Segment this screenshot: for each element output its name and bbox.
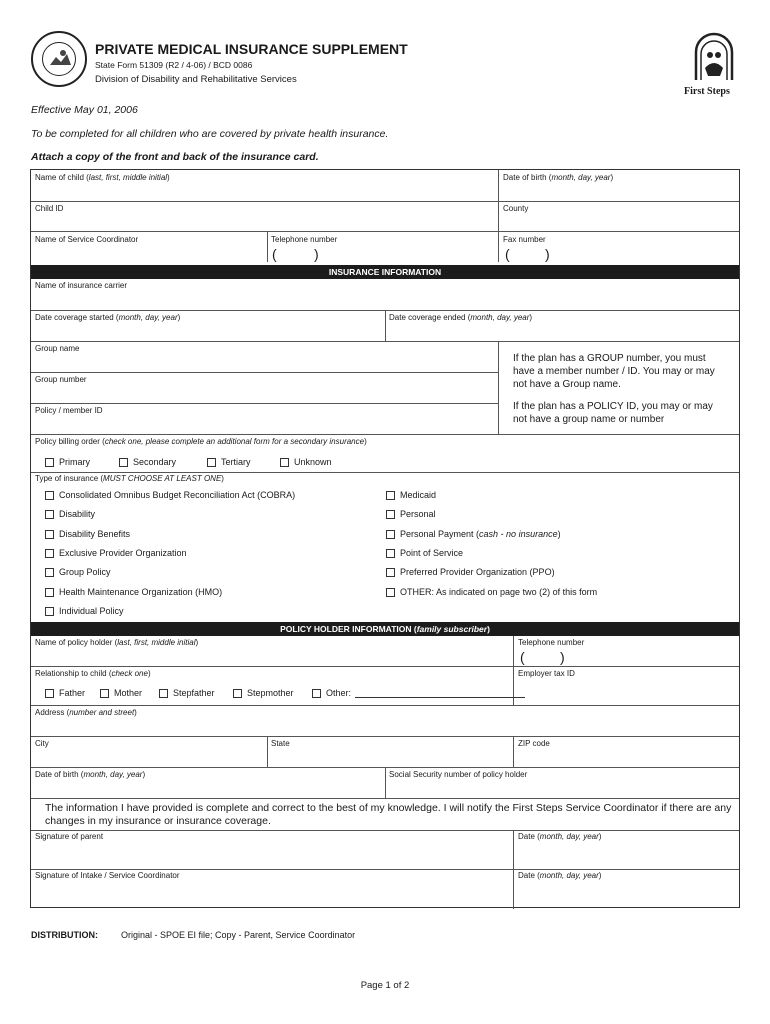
policy-id-note: If the plan has a POLICY ID, you may or may not have a group name or number [513, 401, 713, 425]
billing-primary-checkbox[interactable]: Primary [45, 457, 90, 467]
holder-phone-area-close: ) [560, 649, 565, 665]
form-box [30, 169, 740, 908]
holder-name-label: Name of policy holder (last, first, middle initial) [35, 638, 199, 647]
policy-holder-header: POLICY HOLDER INFORMATION (family subscriber) [31, 622, 739, 636]
phone-area-close: ) [314, 246, 319, 262]
type-epo-checkbox[interactable]: Exclusive Provider Organization [45, 548, 187, 558]
first-steps-logo-icon [690, 30, 738, 92]
address-label: Address (number and street) [35, 708, 137, 717]
type-ppo-checkbox[interactable]: Preferred Provider Organization (PPO) [386, 567, 555, 577]
group-name-label: Group name [35, 344, 80, 353]
relationship-label: Relationship to child (check one) [35, 669, 151, 678]
fax-area-close: ) [545, 246, 550, 262]
insurance-type-label: Type of insurance (MUST CHOOSE AT LEAST ONE) [35, 474, 224, 483]
holder-phone-area-open: ( [520, 649, 525, 665]
relationship-mother-checkbox[interactable]: Mother [100, 688, 142, 698]
coverage-end-label: Date coverage ended (month, day, year) [389, 313, 533, 322]
intake-signature-date-label: Date (month, day, year) [518, 871, 602, 880]
holder-dob-label: Date of birth (month, day, year) [35, 770, 146, 779]
type-group-policy-checkbox[interactable]: Group Policy [45, 567, 111, 577]
city-label: City [35, 739, 49, 748]
page-number: Page 1 of 2 [360, 980, 410, 991]
instruction-text: To be completed for all children who are covered by private health insurance. [31, 128, 389, 140]
insurance-info-header: INSURANCE INFORMATION [31, 265, 739, 279]
seal-icon [33, 33, 85, 85]
distribution-text: Original - SPOE EI file; Copy - Parent, Service Coordinator [121, 930, 356, 940]
effective-date: Effective May 01, 2006 [31, 104, 138, 116]
billing-unknown-checkbox[interactable]: Unknown [280, 457, 332, 467]
division-name: Division of Disability and Rehabilitative Services [95, 74, 297, 85]
employer-tax-id-label: Employer tax ID [518, 669, 575, 678]
type-cobra-checkbox[interactable]: Consolidated Omnibus Budget Reconciliation Act (COBRA) [45, 490, 295, 500]
distribution-label: DISTRIBUTION: [31, 930, 98, 940]
intake-signature-label: Signature of Intake / Service Coordinator [35, 871, 180, 880]
ssn-label: Social Security number of policy holder [389, 770, 528, 779]
type-disability-benefits-checkbox[interactable]: Disability Benefits [45, 529, 130, 539]
child-id-label: Child ID [35, 204, 64, 213]
type-personal-checkbox[interactable]: Personal [386, 509, 436, 519]
type-hmo-checkbox[interactable]: Health Maintenance Organization (HMO) [45, 587, 222, 597]
coordinator-label: Name of Service Coordinator [35, 235, 139, 244]
type-disability-checkbox[interactable]: Disability [45, 509, 95, 519]
type-personal-payment-checkbox[interactable]: Personal Payment ( cash - no insurance ) [386, 529, 561, 539]
child-name-label: Name of child (last, first, middle initial) [35, 173, 170, 182]
fax-area-open: ( [505, 246, 510, 262]
group-number-note: If the plan has a GROUP number, you must have a member number / ID. You may or may not have a Group name. [513, 353, 715, 390]
state-label: State [271, 739, 290, 748]
first-steps-logo-text: First Steps [684, 86, 730, 97]
type-other-checkbox[interactable]: OTHER: As indicated on page two (2) of this form [386, 587, 597, 597]
county-label: County [503, 204, 529, 213]
fax-label: Fax number [503, 235, 546, 244]
certification-text: The information I have provided is complete and correct to the best of my knowledge. I will notify the First Steps Service Coordinator if there are any changes in my insurance or insurance coverage. [45, 802, 732, 827]
billing-tertiary-checkbox[interactable]: Tertiary [207, 457, 251, 467]
billing-order-label: Policy billing order (check one, please complete an additional form for a secondary insurance) [35, 437, 367, 446]
parent-signature-date-label: Date (month, day, year) [518, 832, 602, 841]
holder-phone-label: Telephone number [518, 638, 585, 647]
attach-instruction: Attach a copy of the front and back of the insurance card. [31, 151, 319, 163]
relationship-stepfather-checkbox[interactable]: Stepfather [159, 688, 215, 698]
parent-signature-label: Signature of parent [35, 832, 104, 841]
other-relationship-line[interactable] [355, 688, 525, 698]
carrier-label: Name of insurance carrier [35, 281, 128, 290]
coverage-start-label: Date coverage started (month, day, year) [35, 313, 181, 322]
billing-secondary-checkbox[interactable]: Secondary [119, 457, 176, 467]
relationship-other-checkbox[interactable]: Other: [312, 688, 525, 698]
type-individual-policy-checkbox[interactable]: Individual Policy [45, 606, 124, 616]
group-number-label: Group number [35, 375, 87, 384]
state-seal [31, 31, 87, 87]
type-point-of-service-checkbox[interactable]: Point of Service [386, 548, 463, 558]
relationship-stepmother-checkbox[interactable]: Stepmother [233, 688, 294, 698]
type-medicaid-checkbox[interactable]: Medicaid [386, 490, 436, 500]
form-title: PRIVATE MEDICAL INSURANCE SUPPLEMENT [95, 41, 408, 57]
coordinator-phone-label: Telephone number [271, 235, 338, 244]
zip-label: ZIP code [518, 739, 550, 748]
form-number: State Form 51309 (R2 / 4-06) / BCD 0086 [95, 60, 253, 70]
policy-id-label: Policy / member ID [35, 406, 103, 415]
child-dob-label: Date of birth (month, day, year) [503, 173, 614, 182]
phone-area-open: ( [272, 246, 277, 262]
relationship-father-checkbox[interactable]: Father [45, 688, 85, 698]
